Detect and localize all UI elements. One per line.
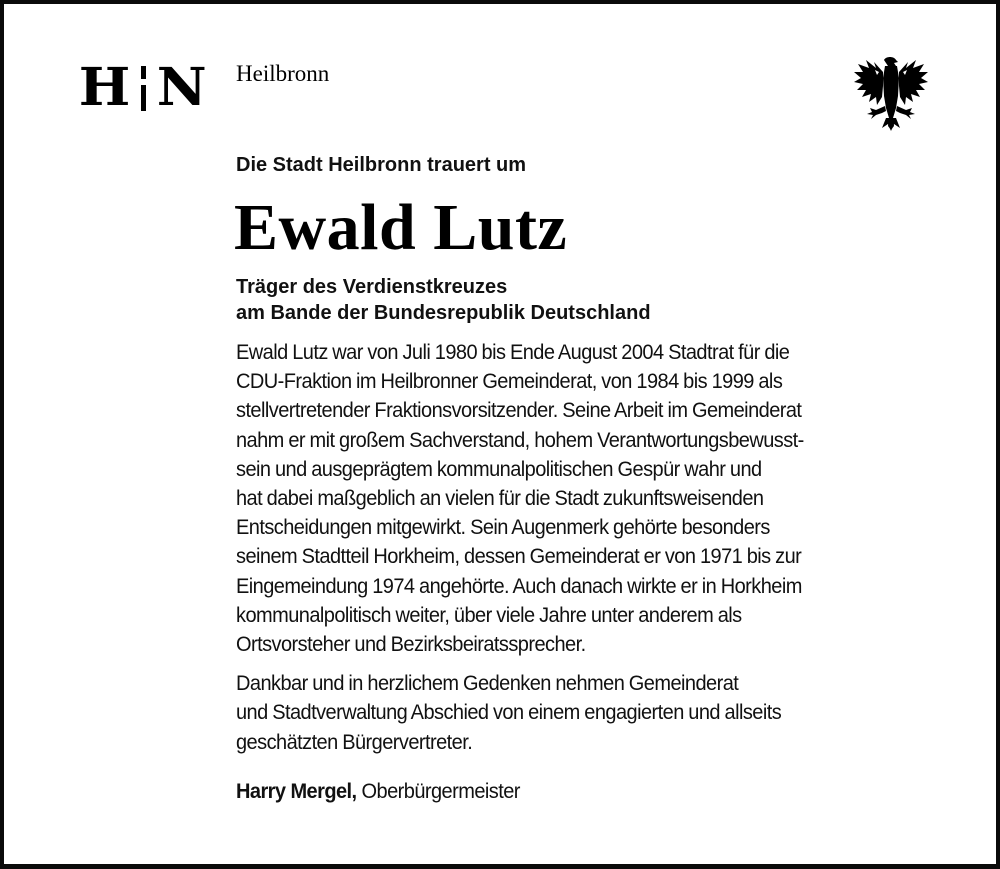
biography-line: nahm er mit großem Sachverstand, hohem Verantwortungsbewusst-: [236, 427, 804, 452]
signature: [236, 777, 906, 806]
biography-line: seinem Stadtteil Horkheim, dessen Gemeinderat er von 1971 bis zur: [236, 544, 802, 569]
honor-line: am Bande der Bundesrepublik Deutschland: [236, 302, 651, 324]
intro-text: Die Stadt Heilbronn trauert um: [236, 154, 527, 176]
logo-letter-n: N: [156, 57, 207, 118]
biography-line: CDU-Fraktion im Heilbronner Gemeinderat, von 1984 bis 1999 als: [236, 369, 783, 394]
biography-line: stellvertretender Fraktionsvorsitzender. Seine Arbeit im Gemeinderat: [236, 398, 802, 423]
deceased-name: Ewald Lutz: [234, 191, 568, 264]
biography-paragraph: [236, 338, 961, 659]
signatory-title: Oberbürgermeister: [356, 778, 520, 803]
biography-line: Entscheidungen mitgewirkt. Sein Augenmerk gehörte besonders: [236, 515, 770, 540]
biography-line: kommunalpolitisch weiter, über viele Jahre unter anderem als: [236, 602, 742, 627]
honor-text: [236, 274, 956, 326]
logo-separator-icon: [141, 62, 147, 114]
biography-line: Ewald Lutz war von Juli 1980 bis Ende August 2004 Stadtrat für die: [236, 340, 790, 364]
biography-line: Eingemeindung 1974 angehörte. Auch danach wirkte er in Horkheim: [236, 573, 802, 598]
honor-line: Träger des Verdienstkreuzes: [236, 276, 508, 298]
city-name: Heilbronn: [236, 61, 330, 86]
biography-line: hat dabei maßgeblich an vielen für die Stadt zukunftsweisenden: [236, 486, 764, 511]
signatory-name: Harry Mergel,: [236, 778, 357, 803]
closing-line: geschätzten Bürgervertreter.: [236, 729, 473, 754]
logo-letter-h: H: [78, 57, 131, 118]
biography-line: sein und ausgeprägtem kommunalpolitischen Gespür wahr und: [236, 456, 762, 481]
biography-line: Ortsvorsteher und Bezirksbeiratssprecher.: [236, 632, 586, 657]
notice-content: [236, 152, 956, 806]
closing-line: und Stadtverwaltung Abschied von einem engagierten und allseits: [236, 700, 782, 725]
closing-line: Dankbar und in herzlichem Gedenken nehmen Gemeinderat: [236, 671, 739, 696]
eagle-icon: [852, 52, 930, 132]
hn-logo: [78, 57, 207, 118]
closing-paragraph: [236, 669, 961, 757]
